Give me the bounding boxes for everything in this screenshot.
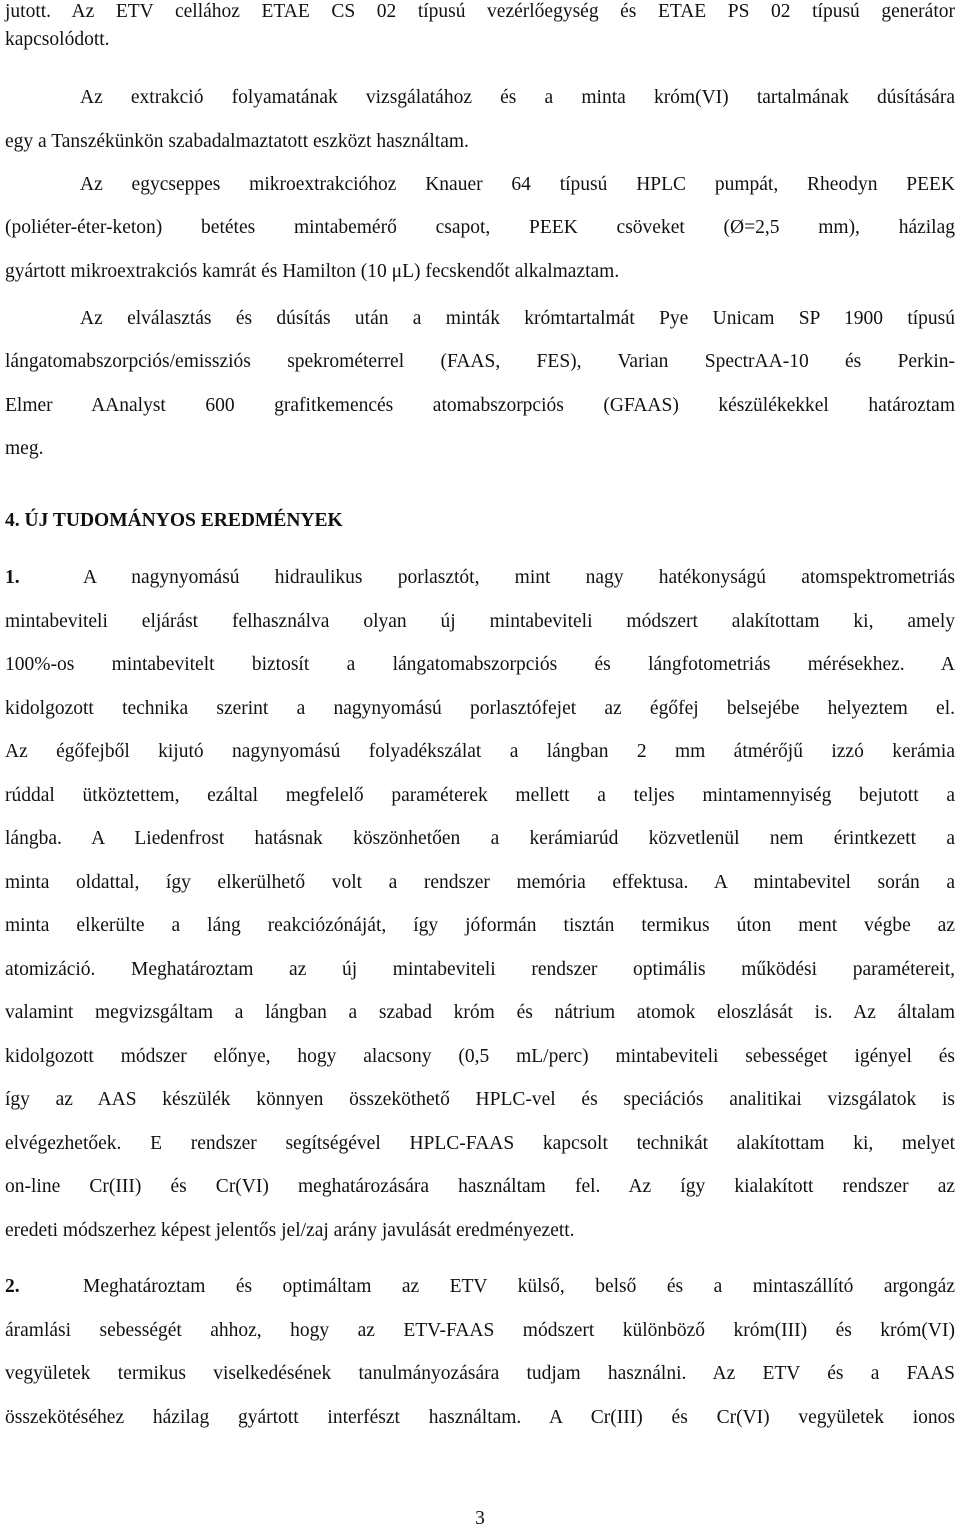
text-line: rúddal ütköztettem, ezáltal megfelelő paraméterek mellett a teljes mintamennyiség bejutott a <box>5 785 955 806</box>
text-line: egy a Tanszékünkön szabadalmaztatott eszközt használtam. <box>5 131 469 152</box>
text-line: atomizáció. Meghatároztam az új mintabeviteli rendszer optimális működési paramétereit, <box>5 959 955 980</box>
text-line: A nagynyomású hidraulikus porlasztót, mint nagy hatékonyságú atomspektrometriás <box>83 567 955 588</box>
text-line: Az extrakció folyamatának vizsgálatához és a minta króm(VI) tartalmának dúsítására <box>80 87 955 108</box>
section-heading: 4. ÚJ TUDOMÁNYOS EREDMÉNYEK <box>5 510 343 531</box>
text-line: Az égőfejből kijutó nagynyomású folyadékszálat a lángban 2 mm átmérőjű izzó kerámia <box>5 741 955 762</box>
text-line: vegyületek termikus viselkedésének tanulmányozására tudjam használni. Az ETV és a FAAS <box>5 1363 955 1384</box>
item-number: 1. <box>5 567 20 588</box>
text-line: (poliéter-éter-keton) betétes mintabemérő csapot, PEEK csöveket (Ø=2,5 mm), házilag <box>5 217 955 238</box>
text-line: meg. <box>5 438 44 459</box>
text-line: minta oldattal, így elkerülhető volt a rendszer memória effektusa. A mintabevitel során a <box>5 872 955 893</box>
page-number: 3 <box>475 1508 485 1529</box>
text-line: minta elkerülte a láng reakciózónáját, így jóformán tisztán termikus úton ment végbe az <box>5 915 955 936</box>
text-line: elvégezhetőek. E rendszer segítségével HPLC-FAAS kapcsolt technikát alakítottam ki, melyet <box>5 1133 955 1154</box>
text-line: kidolgozott módszer előnye, hogy alacsony (0,5 mL/perc) mintabeviteli sebességet igényel és <box>5 1046 955 1067</box>
text-line: Elmer AAnalyst 600 grafitkemencés atomabszorpciós (GFAAS) készülékekkel határoztam <box>5 395 955 416</box>
text-line: lángba. A Liedenfrost hatásnak köszönhetően a kerámiarúd közvetlenül nem érintkezett a <box>5 828 955 849</box>
text-line: kapcsolódott. <box>5 29 110 50</box>
text-line: Az egycseppes mikroextrakcióhoz Knauer 64 típusú HPLC pumpát, Rheodyn PEEK <box>80 174 955 195</box>
text-line: így az AAS készülék könnyen összeköthető HPLC-vel és speciációs analitikai vizsgálatok is <box>5 1089 955 1110</box>
text-line: Meghatároztam és optimáltam az ETV külső, belső és a mintaszállító argongáz <box>83 1276 955 1297</box>
text-line: 100%-os mintabevitelt biztosít a lángatomabszorpciós és lángfotometriás mérésekhez. A <box>5 654 955 675</box>
text-line: lángatomabszorpciós/emissziós spekrométerrel (FAAS, FES), Varian SpectrAA-10 és Perkin- <box>5 351 955 372</box>
text-line: valamint megvizsgáltam a lángban a szabad króm és nátrium atomok eloszlását is. Az általam <box>5 1002 955 1023</box>
text-line: on-line Cr(III) és Cr(VI) meghatározására használtam fel. Az így kialakított rendszer az <box>5 1176 955 1197</box>
text-line: eredeti módszerhez képest jelentős jel/zaj arány javulását eredményezett. <box>5 1220 575 1241</box>
item-number: 2. <box>5 1276 20 1297</box>
text-line: gyártott mikroextrakciós kamrát és Hamilton (10 μL) fecskendőt alkalmaztam. <box>5 261 620 282</box>
text-line: mintabeviteli eljárást felhasználva olyan új mintabeviteli módszert alakítottam ki, amely <box>5 611 955 632</box>
text-line: jutott. Az ETV cellához ETAE CS 02 típusú vezérlőegység és ETAE PS 02 típusú generátor <box>5 1 955 22</box>
text-line: áramlási sebességét ahhoz, hogy az ETV-FAAS módszert különböző króm(III) és króm(VI) <box>5 1320 955 1341</box>
text-line: összekötéséhez házilag gyártott interfészt használtam. A Cr(III) és Cr(VI) vegyületek ionos <box>5 1407 955 1428</box>
text-line: Az elválasztás és dúsítás után a minták krómtartalmát Pye Unicam SP 1900 típusú <box>80 308 955 329</box>
text-line: kidolgozott technika szerint a nagynyomású porlasztófejet az égőfej belsejébe helyeztem el. <box>5 698 955 719</box>
